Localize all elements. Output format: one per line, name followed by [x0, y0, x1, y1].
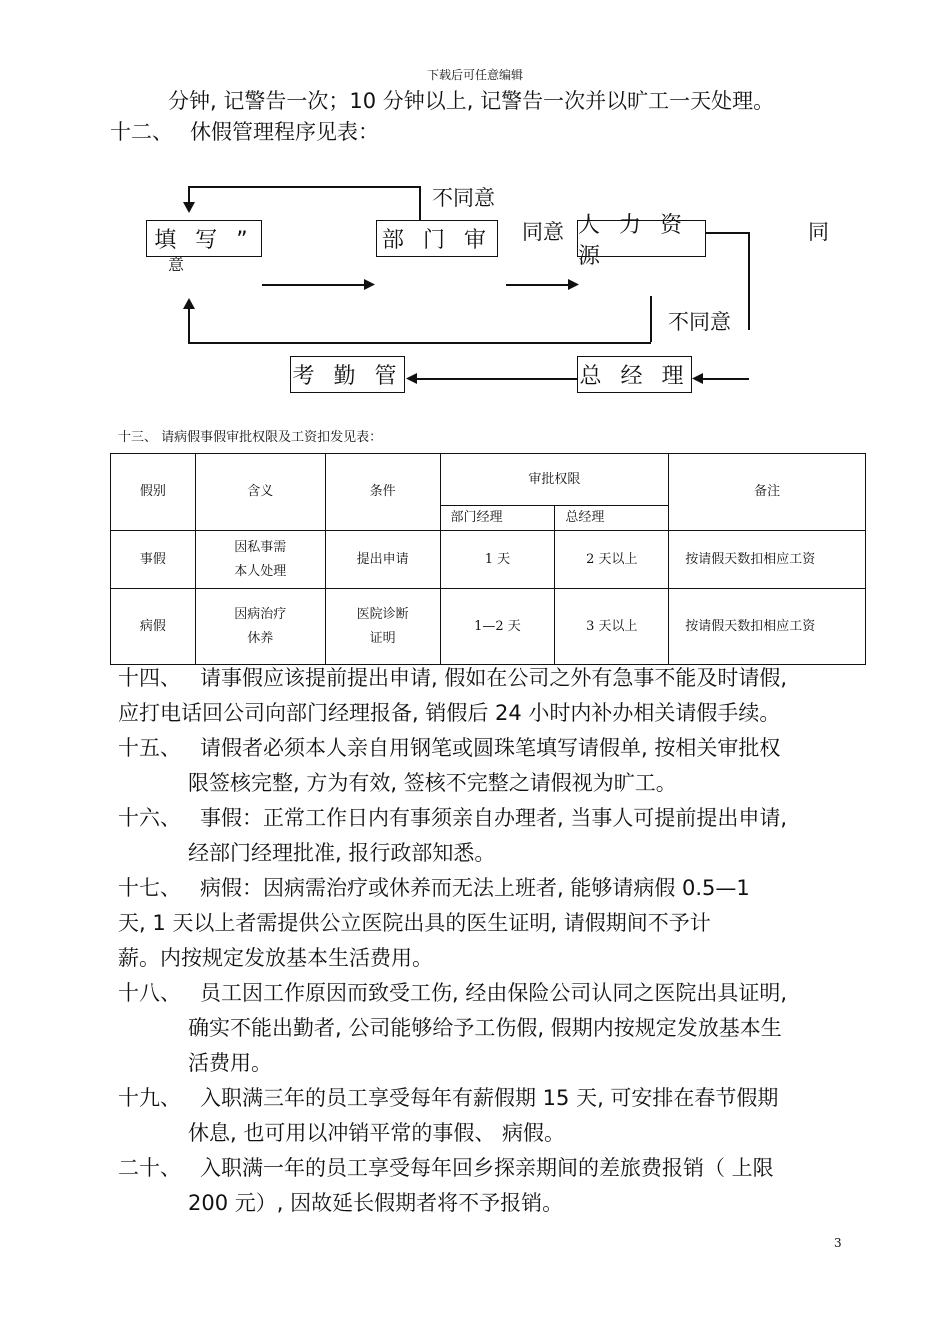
- article-text-line: 请假者必须本人亲自用钢笔或圆珠笔填写请假单, 按相关审批权: [200, 736, 781, 760]
- header-general-manager: 总经理: [555, 506, 669, 531]
- flow-box-attendance: 考 勤 管: [290, 356, 405, 393]
- cell-dept: 1 天: [440, 531, 555, 589]
- flow-line: [706, 232, 749, 234]
- arrow-left-icon: [406, 373, 418, 385]
- article-text-line: 事假：正常工作日内有事须亲自办理者, 当事人可提前提出申请,: [200, 806, 788, 830]
- flow-line: [419, 186, 421, 220]
- header-approval: 审批权限: [440, 454, 669, 506]
- flow-line: [748, 232, 750, 330]
- label-disagree-top: 不同意: [432, 186, 495, 210]
- article-text-line: 薪。内按规定发放基本生活费用。: [118, 946, 433, 970]
- article-text-line: 休息, 也可用以冲销平常的事假、 病假。: [188, 1121, 566, 1145]
- article-text-line: 天, 1 天以上者需提供公立医院出具的医生证明, 请假期间不予计: [118, 911, 711, 935]
- page-number: 3: [834, 1236, 842, 1250]
- article-text-line: 病假：因病需治疗或休养而无法上班者, 能够请病假 0.5—1: [200, 876, 750, 900]
- article-text-line: 请事假应该提前提出申请, 假如在公司之外有急事不能及时请假,: [200, 666, 788, 690]
- article-text-line: 入职满三年的员工享受每年有薪假期 15 天, 可安排在春节假期: [200, 1086, 779, 1110]
- section-13-title: 十三、 请病假事假审批权限及工资扣发见表：: [118, 430, 383, 445]
- header-type: 假别: [111, 454, 196, 531]
- label-disagree-right: 不同意: [668, 310, 731, 334]
- cell-gm: 3 天以上: [555, 589, 669, 665]
- label-yi: 意: [168, 255, 185, 274]
- label-agree-mid: 同意: [522, 220, 564, 244]
- article-number: 十九、: [118, 1086, 181, 1110]
- arrow-left-icon: [692, 373, 704, 385]
- article-text-line: 经部门经理批准, 报行政部知悉。: [188, 841, 496, 865]
- article-text-line: 活费用。: [188, 1051, 272, 1075]
- article-text-line: 入职满一年的员工享受每年回乡探亲期间的差旅费报销（ 上限: [200, 1156, 774, 1180]
- flow-line: [702, 378, 749, 380]
- header-condition: 条件: [325, 454, 440, 531]
- page-header: 下载后可任意编辑: [426, 68, 523, 82]
- cell-meaning: 因病治疗 休养: [195, 589, 325, 665]
- flow-box-gm: 总 经 理: [577, 356, 692, 393]
- header-dept-manager: 部门经理: [440, 506, 555, 531]
- section-12-number: 十二、: [110, 120, 173, 144]
- table-row: [111, 531, 866, 589]
- article-text-line: 限签核完整, 方为有效, 签核不完整之请假视为旷工。: [188, 771, 677, 795]
- article-number: 十七、: [118, 876, 181, 900]
- arrow-right-icon: [568, 279, 580, 291]
- article-number: 十八、: [118, 981, 181, 1005]
- article-text-line: 确实不能出勤者, 公司能够给予工伤假, 假期内按规定发放基本生: [188, 1016, 782, 1040]
- article-number: 二十、: [118, 1156, 181, 1180]
- cell-condition: 提出申请: [325, 531, 440, 589]
- cell-dept: 1—2 天: [440, 589, 555, 665]
- flow-line: [650, 296, 652, 342]
- arrow-right-icon: [364, 279, 376, 291]
- continued-line: 分钟, 记警告一次；10 分钟以上, 记警告一次并以旷工一天处理。: [168, 89, 775, 113]
- header-meaning: 含义: [195, 454, 325, 531]
- cell-remark: 按请假天数扣相应工资: [669, 531, 866, 589]
- flow-line: [416, 378, 577, 380]
- article-text-line: 200 元）, 因故延长假期者将不予报销。: [188, 1191, 564, 1215]
- flow-line: [188, 342, 651, 344]
- arrow-down-icon: [183, 202, 195, 214]
- flow-box-hr: 人 力 资 源: [577, 220, 706, 257]
- flow-box-fill-form: 填 写 ”: [146, 220, 262, 257]
- section-12-title: 休假管理程序见表：: [190, 120, 379, 144]
- article-number: 十四、: [118, 666, 181, 690]
- header-remark: 备注: [669, 454, 866, 531]
- leave-approval-table: [110, 453, 866, 665]
- flow-line: [262, 284, 366, 286]
- flow-line: [188, 306, 190, 343]
- article-number: 十六、: [118, 806, 181, 830]
- cell-type: 病假: [111, 589, 196, 665]
- cell-gm: 2 天以上: [555, 531, 669, 589]
- cell-condition: 医院诊断 证明: [325, 589, 440, 665]
- article-number: 十五、: [118, 736, 181, 760]
- table-row: [111, 589, 866, 665]
- cell-meaning: 因私事需 本人处理: [195, 531, 325, 589]
- flow-line: [506, 284, 570, 286]
- arrow-up-icon: [183, 298, 195, 310]
- label-agree-right: 同: [808, 220, 829, 244]
- flow-line: [188, 186, 420, 188]
- cell-type: 事假: [111, 531, 196, 589]
- cell-remark: 按请假天数扣相应工资: [669, 589, 866, 665]
- article-text-line: 员工因工作原因而致受工伤, 经由保险公司认同之医院出具证明,: [200, 981, 788, 1005]
- article-text-line: 应打电话回公司向部门经理报备, 销假后 24 小时内补办相关请假手续。: [118, 701, 781, 725]
- flow-box-dept-review: 部 门 审: [376, 220, 498, 257]
